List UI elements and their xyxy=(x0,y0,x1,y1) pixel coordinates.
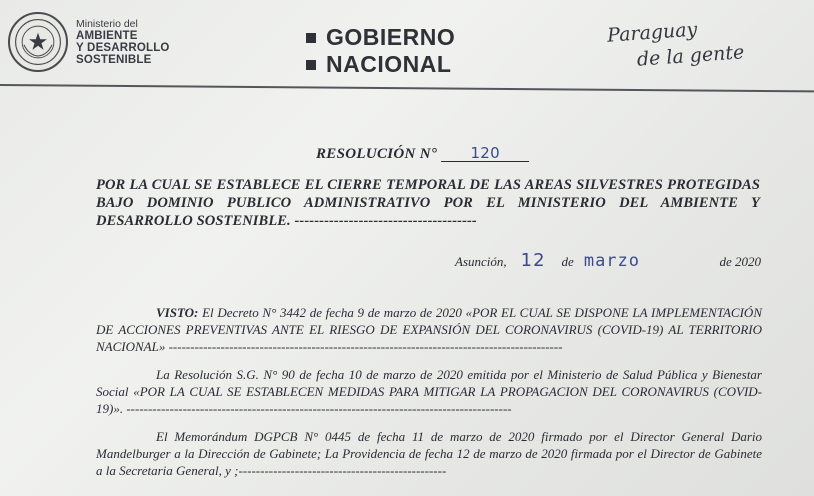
date-year: de 2020 xyxy=(719,254,761,269)
ministry-line-4: SOSTENIBLE xyxy=(76,54,152,66)
resolution-number: 120 xyxy=(441,145,529,162)
visto-label: VISTO: xyxy=(156,305,199,320)
slogan-line-1: Paraguay xyxy=(606,18,698,47)
slogan xyxy=(606,13,745,74)
resolution-sg-paragraph xyxy=(96,366,762,417)
ministry-name xyxy=(76,18,170,66)
government-line-2: NACIONAL xyxy=(326,51,452,77)
national-seal-icon xyxy=(8,12,68,72)
date-day: 12 xyxy=(520,250,546,271)
date-month: marzo xyxy=(583,251,641,271)
slogan-line-2: de la gente xyxy=(636,41,745,71)
government-logo xyxy=(306,24,455,78)
visto-paragraph xyxy=(96,304,762,355)
header-divider xyxy=(0,84,814,92)
date-de: de xyxy=(561,254,574,269)
date-line xyxy=(455,250,761,271)
ministry-line-2: AMBIENTE xyxy=(76,30,138,42)
government-line-1: GOBIERNO xyxy=(326,24,456,50)
resolution-title: POR LA CUAL SE ESTABLECE EL CIERRE TEMPORAL DE LAS AREAS SILVESTRES PROTEGIDAS BAJO DOMINIO PUBLICO ADMINISTRATIVO POR EL MINISTERIO DEL AMBIENTE Y DESARROLLO SOSTENIBLE. ------------------------------------- xyxy=(96,177,760,229)
ministry-line-1: Ministerio del xyxy=(76,18,138,30)
resolution-heading xyxy=(316,145,529,163)
memorandum-paragraph xyxy=(96,428,762,479)
visto-text: El Decreto N° 3442 de fecha 9 de marzo de 2020 «POR EL CUAL SE DISPONE LA IMPLEMENTACIÓN DE ACCIONES PREVENTIVAS ANTE EL RIESGO DE EXPANSIÓN DEL CORONAVIRUS (COVID-19) AL TERRITORIO NACIONAL» ------------------------------------------------------------------------------------------- xyxy=(96,305,762,354)
date-city: Asunción, xyxy=(455,254,507,269)
square-bullet-icon xyxy=(306,60,316,70)
paragraph-3-text: El Memorándum DGPCB N° 0445 de fecha 11 de marzo de 2020 firmado por el Director General Dario Mandelburger a la Dirección de Gabinete; La Providencia de fecha 12 de marzo de 2020 firmada por el Director de Gabinete a la Secretaria General, y ;------------------------------------------------ xyxy=(96,429,762,478)
paragraph-2-text: La Resolución S.G. N° 90 de fecha 10 de marzo de 2020 emitida por el Ministerio de Salud Pública y Bienestar Social «POR LA CUAL SE ESTABLECEN MEDIDAS PARA MITIGAR LA PROPAGACION DEL CORONAVIRUS (COVID-19)». ----------------------------------------------------------------------------------------- xyxy=(96,367,762,416)
ministry-line-3: Y DESARROLLO xyxy=(76,42,170,54)
square-bullet-icon xyxy=(306,33,316,43)
resolution-label: RESOLUCIÓN N° xyxy=(316,146,438,162)
